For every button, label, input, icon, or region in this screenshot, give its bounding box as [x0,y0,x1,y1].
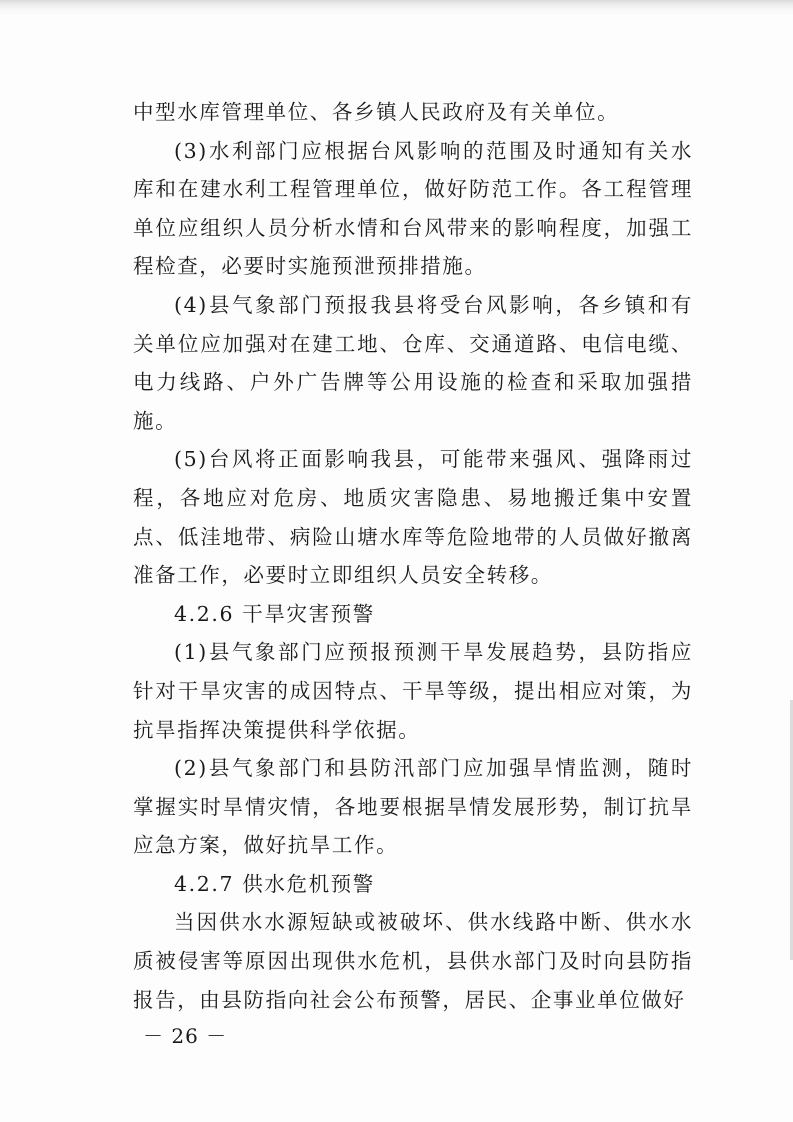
document-body [133,93,693,1019]
page-number: － 26 － [143,1024,228,1048]
section-heading-4-2-7: 4.2.7 供水危机预警 [174,871,375,896]
section-heading-4-2-6: 4.2.6 干旱灾害预警 [174,601,375,626]
paragraph-water-supply: 当因供水水源短缺或被破坏、供水线路中断、供水水质被侵害等原因出现供水危机，县供水部门及时向县防指报告，由县防指向社会公布预警，居民、企事业单位做好 [133,910,693,1012]
scan-top-edge [0,0,793,16]
paragraph-drought-2: (2)县气象部门和县防汛部门应加强旱情监测，随时掌握实时旱情灾情，各地要根据旱情发展形势，制订抗旱应急方案，做好抗旱工作。 [133,756,693,858]
paragraph-item-4: (4)县气象部门预报我县将受台风影响，各乡镇和有关单位应加强对在建工地、仓库、交通道路、电信电缆、电力线路、户外广告牌等公用设施的检查和采取加强措施。 [133,292,693,433]
paragraph-continuation: 中型水库管理单位、各乡镇人民政府及有关单位。 [133,100,620,124]
paragraph-drought-1: (1)县气象部门应预报预测干旱发展趋势，县防指应针对干旱灾害的成因特点、干旱等级，提出相应对策，为抗旱指挥决策提供科学依据。 [133,640,693,742]
paragraph-item-5: (5)台风将正面影响我县，可能带来强风、强降雨过程，各地应对危房、地质灾害隐患、易地搬迁集中安置点、低洼地带、病险山塘水库等危险地带的人员做好撤离准备工作，必要时立即组织人员安全转移。 [133,447,693,588]
paragraph-item-3: (3)水利部门应根据台风影响的范围及时通知有关水库和在建水利工程管理单位，做好防范工作。各工程管理单位应组织人员分析水情和台风带来的影响程度，加强工程检查，必要时实施预泄预排措施。 [133,138,693,279]
